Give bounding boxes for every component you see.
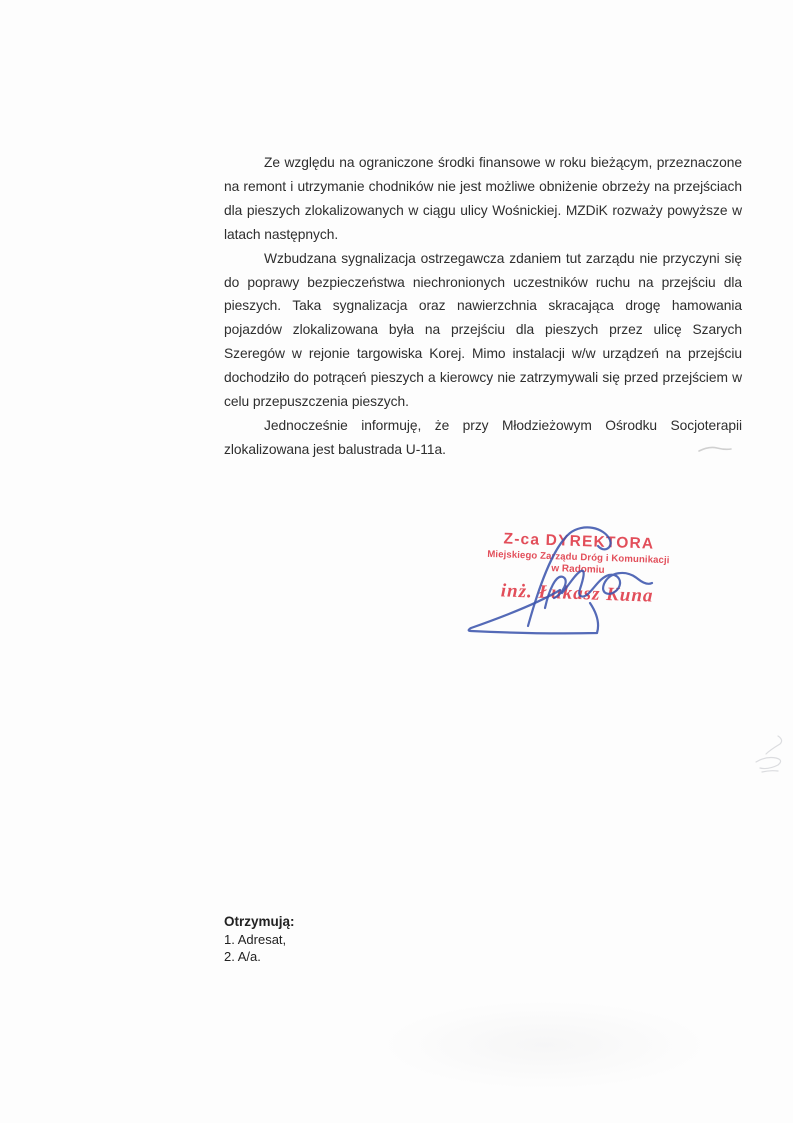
distribution-item-2: 2. A/a.: [224, 949, 261, 964]
stamp-city: w Radomiu: [551, 563, 605, 576]
paragraph-2: Wzbudzana sygnalizacja ostrzegawcza zdaniem tut zarządu nie przyczyni się do poprawy bezpieczeństwa niechronionych uczestników ruchu na przejściu dla pieszych. Taka sygnalizacja oraz nawierzchnia skracająca drogę hamowania pojazdów zlokalizowana była na przejściu dla pieszych przez ulicę Szarych Szeregów w rejonie targowiska Korej. Mimo instalacji w/w urządzeń na przejściu dochodziło do potrąceń pieszych a kierowcy nie zatrzymywali się przed przejściem w celu przepuszczenia pieszych.: [224, 250, 742, 410]
scan-smudge-icon: [748, 730, 790, 778]
distribution-heading: Otrzymują:: [224, 914, 295, 929]
stamp-title: Z-ca DYREKTORA: [503, 530, 655, 553]
stamp-organization: Miejskiego Zarządu Dróg i Komunikacji: [487, 548, 670, 567]
official-stamp: [461, 529, 695, 609]
paper-noise: [380, 1000, 710, 1090]
paragraph-1: Ze względu na ograniczone środki finansowe w roku bieżącym, przeznaczone na remont i utrzymanie chodników nie jest możliwe obniżenie obrzeży na przejściach dla pieszych zlokalizowanych w ciągu ulicy Wośnickiej. MZDiK rozważy powyższe w latach następnych.: [224, 155, 742, 242]
distribution-item-1: 1. Adresat,: [224, 931, 287, 947]
scan-smudge-icon: [697, 445, 733, 453]
stamp-signer-name: inż. Łukasz Kuna: [500, 580, 654, 607]
paragraph-3: Jednocześnie informuję, że przy Młodzieżowym Ośrodku Socjoterapii zlokalizowana jest balustrada U-11a.: [224, 417, 742, 457]
distribution-list: [224, 913, 295, 966]
letter-body: [224, 151, 742, 462]
